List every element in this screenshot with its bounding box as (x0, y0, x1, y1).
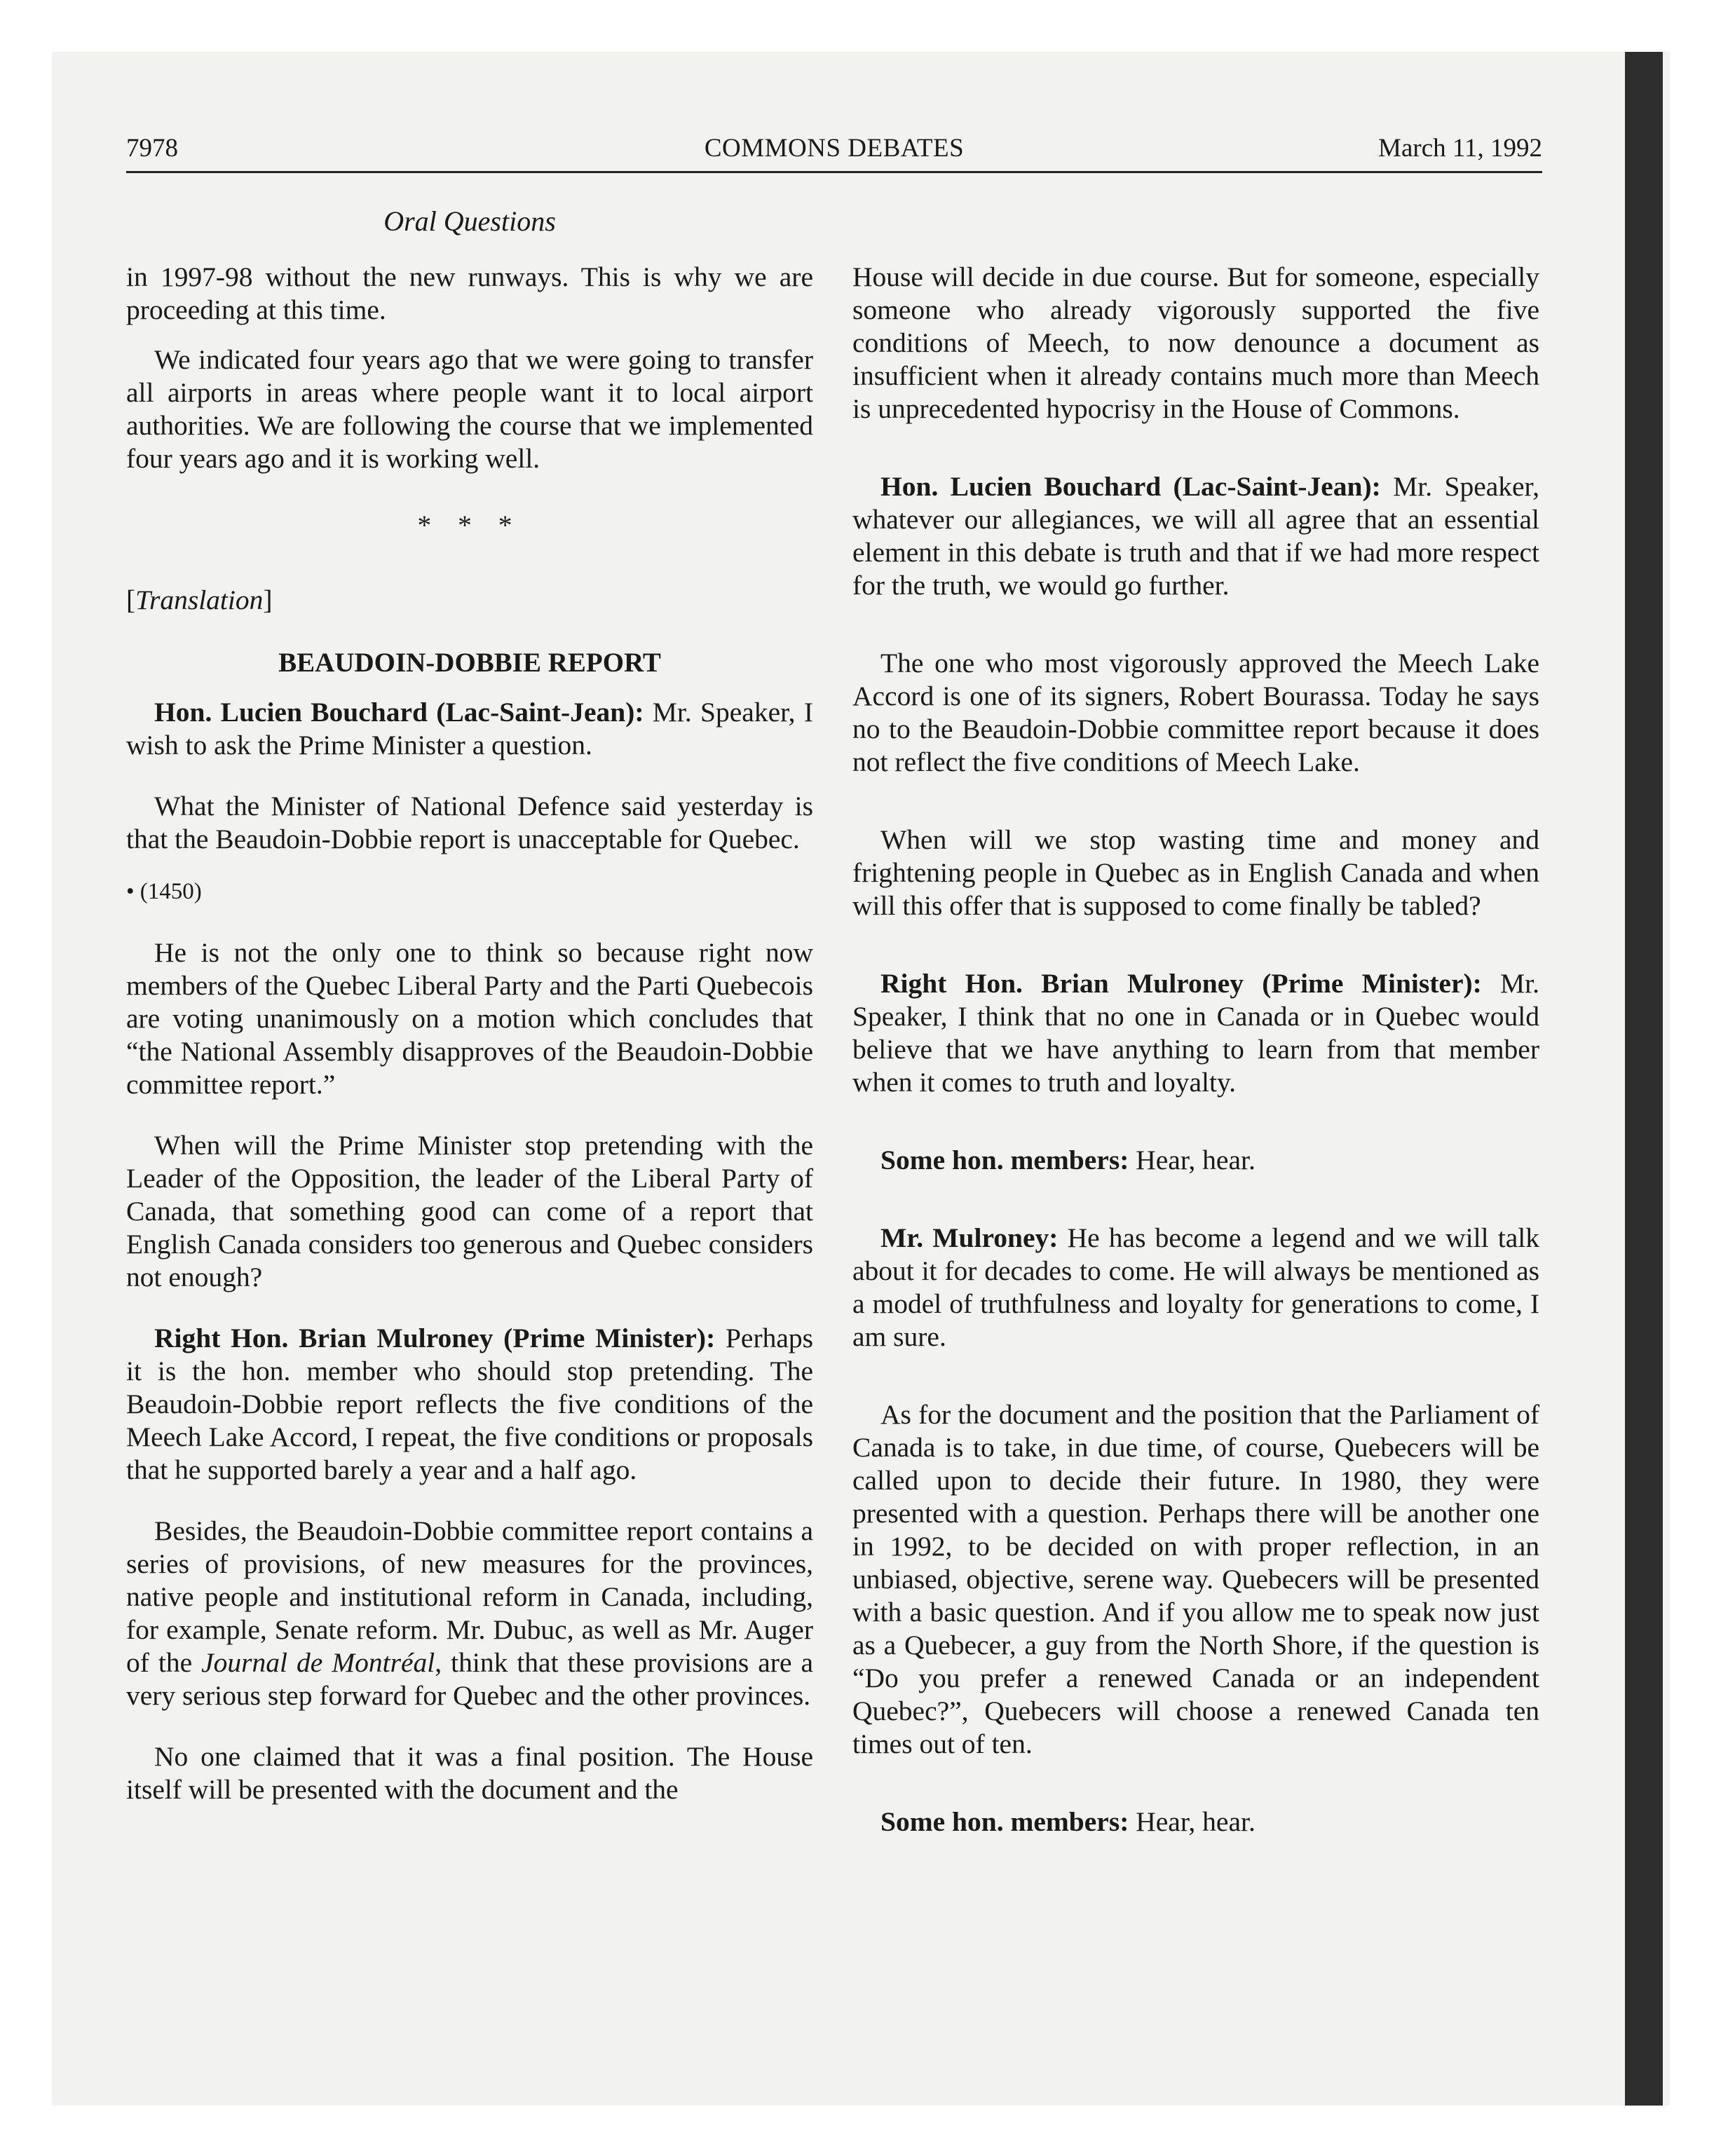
publication-date: March 11, 1992 (1378, 134, 1542, 163)
paragraph: We indicated four years ago that we were going to transfer all airports in areas where people want it to local airport authorities. We are following the course that we implemented four years ago and it is working well. (126, 344, 813, 474)
speech-text: Mr. Speaker, I think that no one in Canada or in Quebec would believe that we have anything to learn from that member when it comes to truth and loyalty. (852, 968, 1539, 1098)
publication-name: Journal de Montréal (201, 1647, 435, 1678)
paragraph: The one who most vigorously approved the Meech Lake Accord is one of its signers, Robert Bourassa. Today he says no to the Beaudoin-Dobbie committee report because it does not reflect the five conditions of Meech Lake. (852, 648, 1539, 777)
speaker-name: Hon. Lucien Bouchard (Lac-Saint-Jean): (154, 697, 644, 728)
translation-label-text: Translation (135, 585, 264, 615)
paragraph: House will decide in due course. But for someone, especially someone who already vigorously supported the five conditions of Meech, to now denounce a document as insufficient when it already contains much more than Meech is unprecedented hypocrisy in the House of Commons. (852, 261, 1539, 424)
speech-text: Perhaps it is the hon. member who should stop pretending. The Beaudoin-Dobbie report reflects the five conditions of the Meech Lake Accord, I repeat, the five conditions or proposals that he supported barely a year and a half ago. (126, 1323, 813, 1485)
right-column (852, 261, 1539, 1838)
section-separator: * * * (417, 510, 522, 540)
speaker-name: Some hon. members: (880, 1145, 1129, 1175)
paragraph: What the Minister of National Defence said yesterday is that the Beaudoin-Dobbie report is unacceptable for Quebec. (126, 791, 813, 854)
page-header (126, 133, 1542, 175)
section-title: Oral Questions (383, 205, 556, 237)
speaker-name: Right Hon. Brian Mulroney (Prime Minister): (154, 1323, 716, 1353)
header-rule (126, 171, 1542, 173)
text-run: , think that these provisions are a very serious step forward for Quebec and the other provinces. (126, 1647, 813, 1711)
paragraph (126, 1515, 813, 1712)
speech-text: Mr. Speaker, I wish to ask the Prime Minister a question. (126, 697, 813, 760)
speech-paragraph (126, 1322, 813, 1487)
paragraph: He is not the only one to think so because right now members of the Quebec Liberal Party and the Parti Quebecois are voting unanimously on a motion which concludes that “the National Assembly disapproves of the Beaudoin-Dobbie committee report.” (126, 937, 813, 1100)
scan-edge-bar (1625, 52, 1663, 2106)
speaker-name: Hon. Lucien Bouchard (Lac-Saint-Jean): (880, 471, 1381, 502)
paragraph: in 1997-98 without the new runways. This is why we are proceeding at this time. (126, 261, 813, 325)
speech-paragraph (852, 1222, 1539, 1353)
speech-paragraph (852, 470, 1539, 602)
speech-paragraph (852, 1144, 1539, 1177)
speech-text: Mr. Speaker, whatever our allegiances, we will all agree that an essential element in this debate is truth and that if we had more respect for the truth, we would go further. (852, 471, 1540, 601)
page-number: 7978 (126, 134, 178, 163)
speech-text: Hear, hear. (1129, 1806, 1256, 1837)
paragraph: When will we stop wasting time and money and frightening people in Quebec as in English Canada and when will this offer that is supposed to come finally be tabled? (852, 824, 1539, 921)
paragraph: When will the Prime Minister stop pretending with the Leader of the Opposition, the leader of the Liberal Party of Canada, that something good can come of a report that English Canada considers too generous and Quebec considers not enough? (126, 1130, 813, 1292)
paragraph: As for the document and the position that the Parliament of Canada is to take, in due time, of course, Quebecers will be called upon to decide their future. In 1980, they were presented with a question. Perhaps there will be another one in 1992, to be decided on with proper reflection, in an unbiased, objective, serene way. Quebecers will be presented with a basic question. And if you allow me to speak now just as a Quebecer, a guy from the North Shore, if the question is “Do you prefer a renewed Canada or an independent Quebec?”, Quebecers will choose a renewed Canada ten times out of ten. (852, 1399, 1539, 1759)
paragraph: No one claimed that it was a final position. The House itself will be presented with the document and the (126, 1741, 813, 1805)
subsection-heading: BEAUDOIN-DOBBIE REPORT (278, 648, 661, 678)
translation-label: [Translation] (126, 585, 273, 615)
speech-paragraph (852, 1806, 1539, 1838)
speech-paragraph (126, 696, 813, 762)
speaker-name: Mr. Mulroney: (880, 1222, 1059, 1253)
speech-text: He has become a legend and we will talk about it for decades to come. He will always be mentioned as a model of truthfulness and loyalty for generations to come, I am sure. (852, 1222, 1539, 1352)
speaker-name: Some hon. members: (880, 1806, 1129, 1837)
time-marker: • (1450) (126, 879, 202, 904)
speech-text: Hear, hear. (1129, 1145, 1256, 1175)
publication-title: COMMONS DEBATES (704, 134, 965, 163)
left-column (126, 261, 813, 1806)
text-run: Besides, the Beaudoin-Dobbie committee report contains a series of provisions, of new measures for the provinces, native people and institutional reform in Canada, including, for example, Senate reform. Mr. Dubuc, as well as Mr. Auger of the (126, 1515, 813, 1678)
speech-paragraph (852, 967, 1539, 1099)
speaker-name: Right Hon. Brian Mulroney (Prime Minister): (880, 968, 1482, 999)
